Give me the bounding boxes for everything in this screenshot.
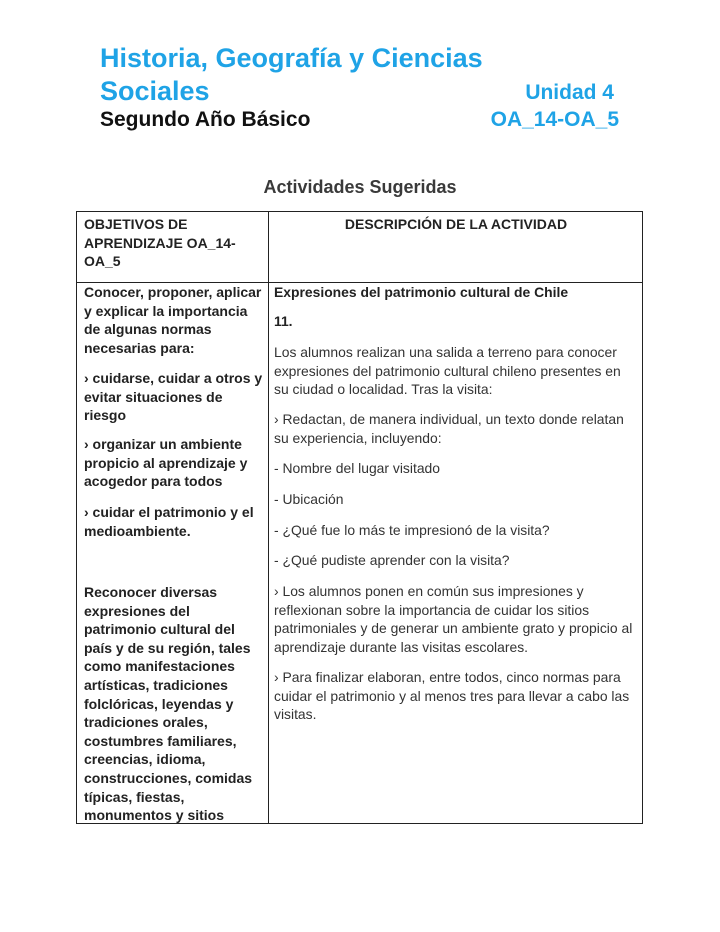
objective-paragraph: › cuidarse, cuidar a otros y evitar situaciones de riesgo (84, 370, 263, 424)
activity-paragraph: › Los alumnos ponen en común sus impresiones y reflexionan sobre la importancia de cuidar los sitios patrimoniales y de generar un ambiente grato y propicio al aprendizaje durante las visitas escolares. (274, 583, 633, 655)
activity-number: 11. (274, 313, 293, 329)
activity-paragraph: Los alumnos realizan una salida a terreno para conocer expresiones del patrimonio cultural chileno presentes en su ciudad o localidad. Tras la visita: (274, 344, 621, 398)
activity-paragraph: - ¿Qué fue lo más te impresionó de la visita? (274, 522, 550, 538)
objective-paragraph: › organizar un ambiente propicio al aprendizaje y acogedor para todos (84, 436, 248, 490)
objective-code: OA_14-OA_5 (490, 108, 619, 131)
objectives-cell (84, 283, 264, 823)
objective-paragraph: Reconocer diversas expresiones del patrimonio cultural del país y de su región, tales como manifestaciones artísticas, tradiciones folclóricas, leyendas y tradiciones orales, costumbres familiares, creencias, idioma, construcciones, comidas típicas, fiestas, monumentos y sitios (84, 584, 253, 823)
activity-paragraph: › Para finalizar elaboran, entre todos, cinco normas para cuidar el patrimonio y al menos tres para llevar a cabo las visitas. (274, 669, 630, 723)
document-title-line-1: Historia, Geografía y Ciencias (100, 43, 483, 73)
activity-paragraph: - Ubicación (274, 491, 344, 507)
activity-paragraph: - Nombre del lugar visitado (274, 460, 440, 476)
unit-label: Unidad 4 (525, 81, 614, 104)
section-title: Actividades Sugeridas (263, 177, 457, 197)
activity-paragraph: - ¿Qué pudiste aprender con la visita? (274, 552, 510, 568)
activity-column-header: DESCRIPCIÓN DE LA ACTIVIDAD (344, 216, 568, 232)
activities-table (76, 211, 643, 824)
objective-paragraph: Conocer, proponer, aplicar y explicar la importancia de algunas normas necesarias para: (84, 284, 262, 356)
document-title-line-2: Sociales (100, 76, 210, 106)
grade-label: Segundo Año Básico (100, 108, 311, 131)
column-divider (268, 212, 269, 823)
activity-title: Expresiones del patrimonio cultural de Chile (274, 284, 569, 300)
activity-paragraph: › Redactan, de manera individual, un texto donde relatan su experiencia, incluyendo: (274, 411, 624, 446)
objectives-column-header: OBJETIVOS DE APRENDIZAJE OA_14-OA_5 (84, 216, 236, 269)
objective-paragraph: › cuidar el patrimonio y el medioambiente. (84, 504, 254, 539)
